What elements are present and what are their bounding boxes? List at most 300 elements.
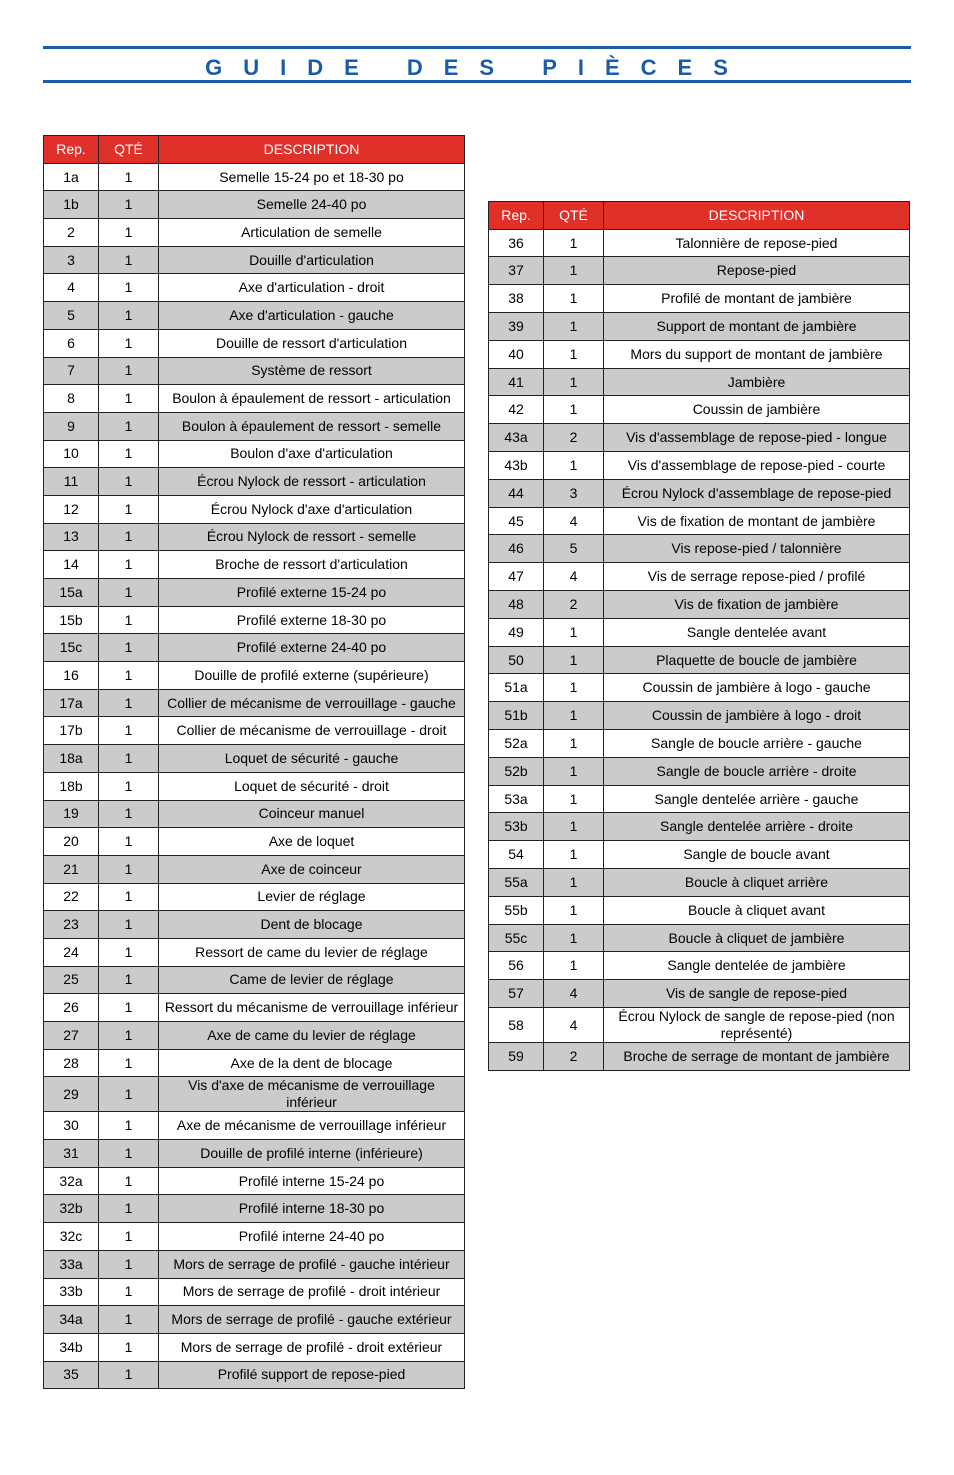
table-row	[44, 551, 465, 579]
cell-description: Mors de serrage de profilé - gauche extérieur	[159, 1306, 465, 1334]
cell-rep: 19	[44, 800, 99, 828]
cell-description: Mors de serrage de profilé - droit extérieur	[159, 1333, 465, 1361]
table-row	[489, 452, 910, 480]
cell-qty: 1	[99, 717, 159, 745]
cell-qty: 1	[99, 966, 159, 994]
cell-description: Coussin de jambière	[604, 396, 910, 424]
table-row	[44, 412, 465, 440]
cell-description: Vis de fixation de jambière	[604, 591, 910, 619]
cell-qty: 4	[544, 563, 604, 591]
cell-rep: 25	[44, 966, 99, 994]
cell-description: Coussin de jambière à logo - gauche	[604, 674, 910, 702]
cell-description: Loquet de sécurité - droit	[159, 772, 465, 800]
table-row	[489, 424, 910, 452]
cell-rep: 3	[44, 246, 99, 274]
parts-table-left	[43, 135, 465, 1389]
table-row	[44, 1361, 465, 1389]
table-row	[489, 924, 910, 952]
cell-qty: 1	[99, 1167, 159, 1195]
cell-description: Ressort du mécanisme de verrouillage inférieur	[159, 994, 465, 1022]
cell-description: Profilé externe 24-40 po	[159, 634, 465, 662]
cell-rep: 4	[44, 274, 99, 302]
cell-qty: 1	[544, 869, 604, 897]
table-row	[44, 495, 465, 523]
cell-qty: 1	[544, 785, 604, 813]
cell-qty: 1	[99, 883, 159, 911]
header-rep: Rep.	[44, 136, 99, 164]
cell-description: Système de ressort	[159, 357, 465, 385]
cell-qty: 1	[99, 302, 159, 330]
cell-description: Came de levier de réglage	[159, 966, 465, 994]
cell-qty: 1	[99, 468, 159, 496]
table-row	[44, 191, 465, 219]
table-row	[44, 745, 465, 773]
cell-description: Jambière	[604, 368, 910, 396]
cell-rep: 10	[44, 440, 99, 468]
cell-description: Talonnière de repose-pied	[604, 229, 910, 257]
cell-qty: 4	[544, 507, 604, 535]
table-row	[44, 828, 465, 856]
cell-rep: 39	[489, 313, 544, 341]
table-row	[44, 1250, 465, 1278]
table-row	[44, 468, 465, 496]
cell-description: Articulation de semelle	[159, 219, 465, 247]
cell-rep: 51b	[489, 702, 544, 730]
cell-qty: 2	[544, 424, 604, 452]
cell-rep: 47	[489, 563, 544, 591]
cell-rep: 54	[489, 841, 544, 869]
table-row	[489, 952, 910, 980]
cell-qty: 1	[544, 952, 604, 980]
cell-rep: 5	[44, 302, 99, 330]
cell-description: Vis de sangle de repose-pied	[604, 980, 910, 1008]
table-row	[44, 1049, 465, 1077]
cell-rep: 20	[44, 828, 99, 856]
cell-rep: 15c	[44, 634, 99, 662]
cell-rep: 37	[489, 257, 544, 285]
table-row	[44, 1195, 465, 1223]
cell-description: Vis de fixation de montant de jambière	[604, 507, 910, 535]
cell-rep: 8	[44, 385, 99, 413]
cell-description: Mors de serrage de profilé - droit intérieur	[159, 1278, 465, 1306]
cell-qty: 1	[99, 523, 159, 551]
cell-rep: 15b	[44, 606, 99, 634]
table-row	[489, 591, 910, 619]
table-row	[44, 1112, 465, 1140]
cell-rep: 55b	[489, 896, 544, 924]
cell-rep: 57	[489, 980, 544, 1008]
cell-qty: 2	[544, 591, 604, 619]
cell-rep: 27	[44, 1022, 99, 1050]
cell-rep: 49	[489, 618, 544, 646]
table-row	[44, 689, 465, 717]
cell-qty: 1	[99, 1022, 159, 1050]
cell-description: Broche de ressort d'articulation	[159, 551, 465, 579]
table-row	[44, 1140, 465, 1168]
cell-rep: 59	[489, 1043, 544, 1071]
cell-qty: 1	[544, 841, 604, 869]
cell-rep: 52b	[489, 757, 544, 785]
table-row	[489, 980, 910, 1008]
table-row	[489, 618, 910, 646]
cell-rep: 15a	[44, 579, 99, 607]
cell-qty: 1	[99, 994, 159, 1022]
cell-rep: 51a	[489, 674, 544, 702]
cell-rep: 45	[489, 507, 544, 535]
cell-description: Profilé interne 15-24 po	[159, 1167, 465, 1195]
cell-description: Broche de serrage de montant de jambière	[604, 1043, 910, 1071]
table-row	[489, 757, 910, 785]
cell-qty: 1	[99, 828, 159, 856]
cell-description: Douille d'articulation	[159, 246, 465, 274]
cell-qty: 1	[544, 340, 604, 368]
cell-description: Semelle 15-24 po et 18-30 po	[159, 163, 465, 191]
cell-rep: 16	[44, 662, 99, 690]
table-row	[44, 1333, 465, 1361]
cell-qty: 1	[99, 938, 159, 966]
cell-description: Axe de la dent de blocage	[159, 1049, 465, 1077]
header-rep: Rep.	[489, 202, 544, 230]
table-row	[44, 579, 465, 607]
cell-rep: 26	[44, 994, 99, 1022]
cell-description: Boucle à cliquet de jambière	[604, 924, 910, 952]
cell-qty: 1	[99, 1077, 159, 1112]
cell-qty: 1	[544, 757, 604, 785]
table-row	[44, 800, 465, 828]
cell-rep: 23	[44, 911, 99, 939]
cell-rep: 22	[44, 883, 99, 911]
cell-qty: 4	[544, 1008, 604, 1043]
table-row	[489, 257, 910, 285]
table-row	[489, 813, 910, 841]
top-rule	[43, 46, 911, 49]
cell-qty: 1	[99, 246, 159, 274]
cell-description: Repose-pied	[604, 257, 910, 285]
cell-qty: 1	[99, 855, 159, 883]
table-row	[44, 357, 465, 385]
cell-qty: 1	[544, 702, 604, 730]
table-row	[489, 535, 910, 563]
cell-qty: 1	[544, 285, 604, 313]
header-qty: QTÉ	[544, 202, 604, 230]
table-row	[44, 966, 465, 994]
table-row	[44, 911, 465, 939]
cell-qty: 1	[99, 1278, 159, 1306]
cell-description: Axe de loquet	[159, 828, 465, 856]
cell-qty: 1	[99, 634, 159, 662]
table-row	[489, 313, 910, 341]
cell-qty: 1	[99, 745, 159, 773]
cell-description: Axe de coinceur	[159, 855, 465, 883]
cell-qty: 1	[99, 440, 159, 468]
cell-qty: 1	[99, 689, 159, 717]
cell-description: Axe d'articulation - gauche	[159, 302, 465, 330]
cell-rep: 33b	[44, 1278, 99, 1306]
cell-qty: 1	[544, 924, 604, 952]
cell-rep: 43a	[489, 424, 544, 452]
cell-qty: 1	[99, 911, 159, 939]
cell-qty: 2	[544, 1043, 604, 1071]
cell-rep: 53b	[489, 813, 544, 841]
table-row	[44, 938, 465, 966]
cell-description: Sangle dentelée avant	[604, 618, 910, 646]
table-row	[44, 163, 465, 191]
cell-qty: 1	[99, 274, 159, 302]
cell-rep: 55c	[489, 924, 544, 952]
table-row	[489, 674, 910, 702]
cell-rep: 32b	[44, 1195, 99, 1223]
cell-description: Axe de came du levier de réglage	[159, 1022, 465, 1050]
cell-description: Boulon d'axe d'articulation	[159, 440, 465, 468]
cell-rep: 11	[44, 468, 99, 496]
table-row	[44, 855, 465, 883]
table-row	[489, 730, 910, 758]
cell-qty: 1	[99, 551, 159, 579]
table-row	[44, 994, 465, 1022]
cell-description: Mors de serrage de profilé - gauche intérieur	[159, 1250, 465, 1278]
cell-description: Écrou Nylock de ressort - semelle	[159, 523, 465, 551]
cell-description: Collier de mécanisme de verrouillage - gauche	[159, 689, 465, 717]
table-row	[44, 717, 465, 745]
cell-rep: 28	[44, 1049, 99, 1077]
cell-description: Ressort de came du levier de réglage	[159, 938, 465, 966]
cell-description: Écrou Nylock de ressort - articulation	[159, 468, 465, 496]
cell-qty: 1	[99, 1223, 159, 1251]
cell-rep: 29	[44, 1077, 99, 1112]
table-row	[489, 1043, 910, 1071]
cell-description: Boucle à cliquet arrière	[604, 869, 910, 897]
cell-description: Coussin de jambière à logo - droit	[604, 702, 910, 730]
table-row	[489, 646, 910, 674]
table-row	[44, 246, 465, 274]
cell-description: Loquet de sécurité - gauche	[159, 745, 465, 773]
cell-rep: 52a	[489, 730, 544, 758]
cell-rep: 17b	[44, 717, 99, 745]
table-row	[489, 702, 910, 730]
table-row	[44, 634, 465, 662]
table-row	[489, 841, 910, 869]
cell-qty: 1	[99, 662, 159, 690]
cell-rep: 56	[489, 952, 544, 980]
header-description: DESCRIPTION	[159, 136, 465, 164]
cell-qty: 1	[99, 1112, 159, 1140]
cell-description: Axe de mécanisme de verrouillage inférieur	[159, 1112, 465, 1140]
cell-qty: 3	[544, 479, 604, 507]
cell-rep: 50	[489, 646, 544, 674]
cell-rep: 55a	[489, 869, 544, 897]
cell-rep: 33a	[44, 1250, 99, 1278]
table-row	[489, 340, 910, 368]
cell-qty: 1	[99, 579, 159, 607]
parts-table-right	[488, 201, 910, 1071]
cell-qty: 1	[544, 313, 604, 341]
cell-qty: 1	[99, 1195, 159, 1223]
cell-rep: 7	[44, 357, 99, 385]
table-header-row	[489, 202, 910, 230]
cell-qty: 1	[544, 396, 604, 424]
table-row	[44, 523, 465, 551]
cell-description: Profilé interne 24-40 po	[159, 1223, 465, 1251]
table-header-row	[44, 136, 465, 164]
cell-description: Axe d'articulation - droit	[159, 274, 465, 302]
cell-description: Semelle 24-40 po	[159, 191, 465, 219]
cell-rep: 38	[489, 285, 544, 313]
cell-rep: 31	[44, 1140, 99, 1168]
cell-description: Douille de profilé interne (inférieure)	[159, 1140, 465, 1168]
cell-description: Sangle de boucle arrière - gauche	[604, 730, 910, 758]
cell-rep: 36	[489, 229, 544, 257]
cell-description: Profilé de montant de jambière	[604, 285, 910, 313]
table-row	[44, 1278, 465, 1306]
table-row	[44, 1223, 465, 1251]
cell-rep: 6	[44, 329, 99, 357]
cell-qty: 1	[99, 1250, 159, 1278]
cell-description: Sangle dentelée arrière - gauche	[604, 785, 910, 813]
cell-qty: 1	[544, 646, 604, 674]
cell-rep: 1a	[44, 163, 99, 191]
cell-qty: 5	[544, 535, 604, 563]
cell-rep: 17a	[44, 689, 99, 717]
cell-description: Mors du support de montant de jambière	[604, 340, 910, 368]
cell-rep: 12	[44, 495, 99, 523]
cell-qty: 1	[544, 896, 604, 924]
cell-qty: 1	[544, 368, 604, 396]
cell-qty: 1	[99, 606, 159, 634]
cell-description: Profilé externe 15-24 po	[159, 579, 465, 607]
table-row	[44, 1077, 465, 1112]
table-row	[489, 507, 910, 535]
cell-qty: 1	[99, 191, 159, 219]
cell-rep: 40	[489, 340, 544, 368]
table-row	[489, 285, 910, 313]
table-row	[44, 1167, 465, 1195]
table-row	[44, 606, 465, 634]
cell-description: Vis de serrage repose-pied / profilé	[604, 563, 910, 591]
cell-description: Vis d'assemblage de repose-pied - longue	[604, 424, 910, 452]
cell-description: Collier de mécanisme de verrouillage - droit	[159, 717, 465, 745]
cell-description: Écrou Nylock d'assemblage de repose-pied	[604, 479, 910, 507]
cell-qty: 1	[99, 495, 159, 523]
cell-qty: 1	[99, 219, 159, 247]
header-description: DESCRIPTION	[604, 202, 910, 230]
cell-description: Sangle dentelée arrière - droite	[604, 813, 910, 841]
cell-rep: 24	[44, 938, 99, 966]
cell-rep: 32a	[44, 1167, 99, 1195]
cell-description: Écrou Nylock d'axe d'articulation	[159, 495, 465, 523]
cell-description: Boucle à cliquet avant	[604, 896, 910, 924]
table-row	[44, 1306, 465, 1334]
cell-rep: 2	[44, 219, 99, 247]
table-row	[489, 368, 910, 396]
header-qty: QTÉ	[99, 136, 159, 164]
table-row	[44, 219, 465, 247]
cell-description: Vis repose-pied / talonnière	[604, 535, 910, 563]
cell-description: Douille de ressort d'articulation	[159, 329, 465, 357]
cell-description: Plaquette de boucle de jambière	[604, 646, 910, 674]
cell-qty: 1	[544, 257, 604, 285]
cell-description: Profilé support de repose-pied	[159, 1361, 465, 1389]
cell-rep: 14	[44, 551, 99, 579]
cell-qty: 1	[99, 1306, 159, 1334]
table-row	[489, 1008, 910, 1043]
page-title: GUIDE DES PIÈCES	[205, 55, 749, 80]
cell-rep: 13	[44, 523, 99, 551]
cell-qty: 1	[99, 800, 159, 828]
cell-description: Sangle de boucle arrière - droite	[604, 757, 910, 785]
cell-qty: 1	[99, 1140, 159, 1168]
table-row	[489, 896, 910, 924]
cell-description: Dent de blocage	[159, 911, 465, 939]
cell-qty: 1	[99, 357, 159, 385]
cell-qty: 1	[99, 163, 159, 191]
cell-qty: 1	[99, 385, 159, 413]
table-row	[489, 563, 910, 591]
cell-rep: 41	[489, 368, 544, 396]
cell-qty: 1	[544, 813, 604, 841]
table-row	[44, 274, 465, 302]
cell-rep: 42	[489, 396, 544, 424]
table-row	[44, 302, 465, 330]
table-row	[489, 785, 910, 813]
cell-rep: 46	[489, 535, 544, 563]
cell-rep: 44	[489, 479, 544, 507]
cell-description: Boulon à épaulement de ressort - articulation	[159, 385, 465, 413]
cell-description: Profilé externe 18-30 po	[159, 606, 465, 634]
table-row	[44, 883, 465, 911]
cell-qty: 1	[99, 412, 159, 440]
cell-qty: 1	[99, 1333, 159, 1361]
cell-description: Écrou Nylock de sangle de repose-pied (non représenté)	[604, 1008, 910, 1043]
cell-description: Douille de profilé externe (supérieure)	[159, 662, 465, 690]
table-row	[44, 772, 465, 800]
table-row	[44, 329, 465, 357]
cell-qty: 1	[544, 618, 604, 646]
cell-description: Coinceur manuel	[159, 800, 465, 828]
cell-qty: 1	[99, 1049, 159, 1077]
cell-description: Vis d'axe de mécanisme de verrouillage inférieur	[159, 1077, 465, 1112]
cell-qty: 1	[544, 674, 604, 702]
cell-rep: 34b	[44, 1333, 99, 1361]
cell-rep: 9	[44, 412, 99, 440]
cell-description: Boulon à épaulement de ressort - semelle	[159, 412, 465, 440]
table-row	[489, 229, 910, 257]
cell-rep: 18b	[44, 772, 99, 800]
cell-rep: 43b	[489, 452, 544, 480]
cell-description: Levier de réglage	[159, 883, 465, 911]
cell-qty: 1	[544, 229, 604, 257]
cell-rep: 21	[44, 855, 99, 883]
table-row	[44, 440, 465, 468]
cell-qty: 1	[99, 329, 159, 357]
cell-description: Sangle de boucle avant	[604, 841, 910, 869]
table-row	[489, 479, 910, 507]
bottom-rule	[43, 80, 911, 83]
cell-description: Vis d'assemblage de repose-pied - courte	[604, 452, 910, 480]
cell-rep: 35	[44, 1361, 99, 1389]
cell-description: Sangle dentelée de jambière	[604, 952, 910, 980]
table-row	[489, 396, 910, 424]
cell-qty: 1	[544, 452, 604, 480]
cell-qty: 4	[544, 980, 604, 1008]
cell-rep: 53a	[489, 785, 544, 813]
cell-rep: 1b	[44, 191, 99, 219]
cell-rep: 48	[489, 591, 544, 619]
table-row	[489, 869, 910, 897]
cell-qty: 1	[544, 730, 604, 758]
cell-rep: 34a	[44, 1306, 99, 1334]
cell-rep: 30	[44, 1112, 99, 1140]
cell-rep: 32c	[44, 1223, 99, 1251]
